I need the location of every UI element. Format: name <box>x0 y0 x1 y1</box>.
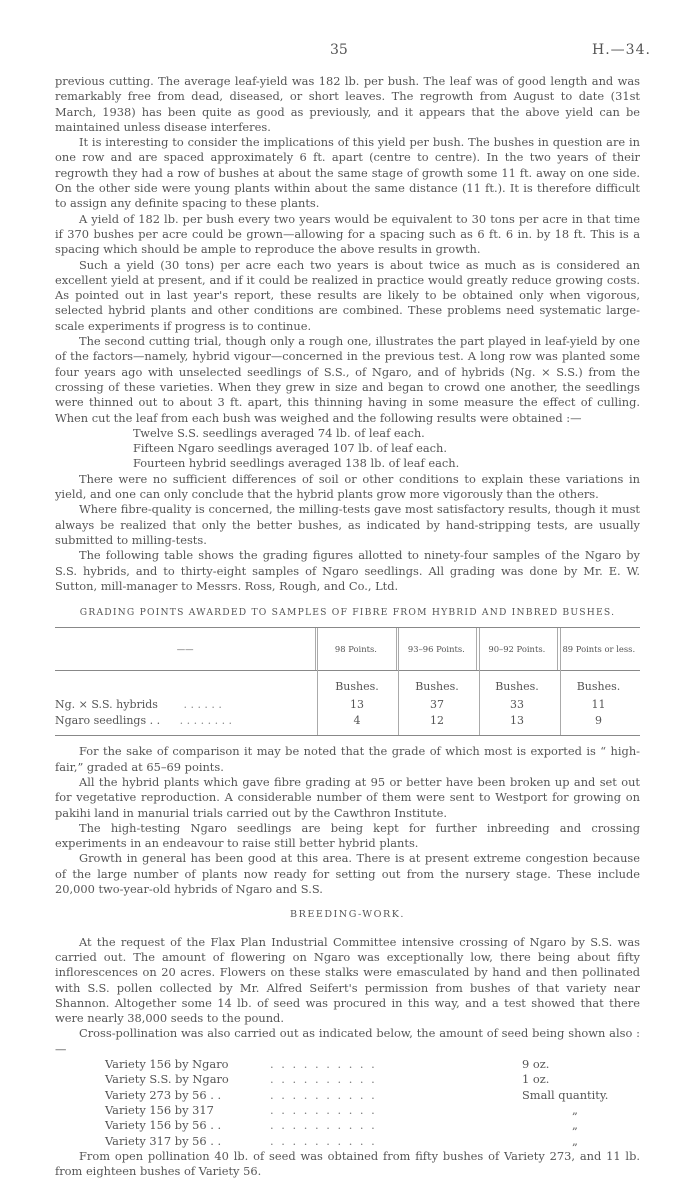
table-cell: 12 <box>430 714 444 728</box>
column-header: 98 Points. <box>315 628 395 670</box>
seed-amount: „ <box>572 1118 578 1133</box>
paragraph: For the sake of comparison it may be noted that the grade of which most is exported is “ high-fair,” graded at 65–69 points. <box>55 744 640 774</box>
unit-label: Bushes. <box>415 680 459 694</box>
table-body <box>55 671 640 735</box>
unit-label: Bushes. <box>335 680 379 694</box>
yield-results <box>133 426 640 472</box>
variety-cross: Variety 156 by 317 <box>105 1102 214 1117</box>
paragraph: The second cutting trial, though only a rough one, illustrates the part played in leaf-yield by one of the factors—namely, hybrid vigour—concerned in the previous test. A long row was planted some four years ago with unselected seedlings of S.S., of Ngaro, and of hybrids (Ng. × S.S.) from the crossing of these varieties. When they grew in size and began to crowd one another, the seedlings were thinned out to about 3 ft. apart, this thinning having in some measure the effect of culling. When cut the leaf from each bush was weighed and the following results were obtained :— <box>55 334 640 425</box>
column-rule <box>398 628 399 735</box>
dot-leader: . . . . . . . . . . <box>270 1072 377 1087</box>
paragraph: previous cutting. The average leaf-yield was 182 lb. per bush. The leaf was of good length and was remarkably free from dead, diseased, or short leaves. The regrowth from August to date (31st March, 1938) has been quite as good as previously, and it appears that the above yield can be maintained unless disease interferes. <box>55 74 640 134</box>
variety-cross: Variety 156 by 56 . . <box>105 1118 222 1133</box>
table-cell: 4 <box>353 714 361 728</box>
seed-amount: „ <box>572 1102 578 1117</box>
unit-label: Bushes. <box>576 680 621 694</box>
paragraph: Such a yield (30 tons) per acre each two years is about twice as much as is considered an excellent yield at present, and if it could be realized in practice would greatly reduce growing costs. As pointed out in last year's report, these results are likely to be obtained only when vigorous, selected hybrid plants and other conditions are combined. These problems need systematic large-scale experiments if progress is to continue. <box>55 257 640 333</box>
paragraph: Where fibre-quality is concerned, the milling-tests gave most satisfactory results, though it must always be realized that only the better bushes, as indicated by hand-stripping tests, are usually submitted to milling-tests. <box>55 502 640 547</box>
column-header: 90–92 Points. <box>476 628 556 670</box>
column-rule <box>317 628 318 735</box>
paragraph: All the hybrid plants which gave fibre grading at 95 or better have been broken up and set out for vegetative reproduction. A considerable number of them were sent to Westport for growing on pakihi land in manurial trials carried out by the Cawthron Institute. <box>55 774 640 820</box>
paragraph: The high-testing Ngaro seedlings are being kept for further inbreeding and crossing experiments in an endeavour to raise still better hybrid plants. <box>55 820 640 851</box>
variety-cross: Variety 273 by 56 . . <box>105 1087 222 1102</box>
row-label-cell <box>55 713 317 729</box>
variety-cross: Variety 317 by 56 . . <box>105 1133 222 1148</box>
list-item <box>105 1134 640 1149</box>
paragraph: At the request of the Flax Plan Industrial Committee intensive crossing of Ngaro by S.S. was carried out. The amount of flowering on Ngaro was exceptionally low, there being about fifty inflorescences on 20 acres. Flowers on these stalks were emasculated by hand and then pollinated with S.S. pollen collected by Mr. Alfred Seifert's permission from bushes of that variety near Shannon. Altogether some 14 lb. of seed was procured in this way, and a test showed that there were nearly 38,000 seeds to the pound. <box>55 934 640 1026</box>
table-cell: 9 <box>595 714 602 728</box>
table-cell: 13 <box>350 698 364 712</box>
paragraph: From open pollination 40 lb. of seed was obtained from fifty bushes of Variety 273, and 11 lb. from eighteen bushes of Variety 56. <box>55 1148 640 1179</box>
unit-row <box>55 671 640 697</box>
paragraph: Cross-pollination was also carried out as indicated below, the amount of seed being shown also :— <box>55 1026 640 1056</box>
dot-leader: . . . . . . . . <box>179 714 233 728</box>
row-label: Ngaro seedlings . . <box>55 714 161 728</box>
list-item <box>105 1057 640 1072</box>
variety-cross: Variety S.S. by Ngaro <box>105 1072 229 1087</box>
dot-leader: . . . . . . . . . . <box>270 1057 377 1072</box>
report-body <box>55 74 640 1179</box>
unit-label: Bushes. <box>495 680 539 694</box>
seed-amount: 9 oz. <box>522 1057 550 1072</box>
table-row <box>55 697 640 713</box>
table-header-row <box>55 628 640 671</box>
dot-leader: . . . . . . <box>183 698 222 712</box>
seed-amount: Small quantity. <box>522 1087 609 1102</box>
table-row <box>55 713 640 729</box>
list-item <box>105 1088 640 1103</box>
list-item <box>105 1118 640 1133</box>
table-cell: 11 <box>591 698 606 712</box>
column-rule <box>560 628 561 735</box>
section-heading: BREEDING-WORK. <box>290 909 405 921</box>
page-number: 35 <box>330 42 348 58</box>
row-label: Ng. × S.S. hybrids <box>55 698 158 712</box>
column-rule <box>479 628 480 735</box>
table-cell: 33 <box>510 698 524 712</box>
yield-result-item: Fifteen Ngaro seedlings averaged 107 lb. of leaf each. <box>133 441 448 456</box>
paragraph: It is interesting to consider the implications of this yield per bush. The bushes in question are in one row and are spaced approximately 6 ft. apart (centre to centre). In the two years of their regrowth they had a row of bushes at about the same stage of growth some 11 ft. away on one side. On the other side were young plants within about the same distance (11 ft.). It is therefore difficult to assign any definite spacing to these plants. <box>55 135 640 211</box>
yield-result-item: Fourteen hybrid seedlings averaged 138 lb. of leaf each. <box>133 456 460 471</box>
column-header: 89 Points or less. <box>557 628 640 670</box>
dot-leader: . . . . . . . . . . <box>270 1133 377 1148</box>
paragraph: The following table shows the grading figures allotted to ninety-four samples of the Ngaro by S.S. hybrids, and to thirty-eight samples of Ngaro seedlings. All grading was done by Mr. E. W. Sutton, mill-manager to Messrs. Ross, Rough, and Co., Ltd. <box>55 548 640 593</box>
grading-table <box>55 627 640 736</box>
seed-amount: „ <box>572 1133 578 1148</box>
table-cell: 13 <box>510 714 524 728</box>
row-label-cell <box>55 697 317 713</box>
table-cell: 37 <box>430 698 444 712</box>
cross-pollination-list <box>105 1057 640 1149</box>
document-reference: H.—34. <box>592 42 651 58</box>
table-title: GRADING POINTS AWARDED TO SAMPLES OF FIBRE FROM HYBRID AND INBRED BUSHES. <box>79 607 616 619</box>
paragraph: A yield of 182 lb. per bush every two years would be equivalent to 30 tons per acre in that time if 370 bushes per acre could be grown—allowing for a spacing such as 6 ft. 6 in. by 18 ft. This is a spacing which should be ample to reproduce the above results in growth. <box>55 211 640 257</box>
dot-leader: . . . . . . . . . . <box>270 1087 377 1102</box>
list-item <box>105 1072 640 1087</box>
column-header: 93–96 Points. <box>396 628 476 670</box>
stub-heading: —— <box>176 643 194 654</box>
dot-leader: . . . . . . . . . . <box>270 1118 377 1133</box>
paragraph: Growth in general has been good at this area. There is at present extreme congestion because of the large number of plants now ready for setting out from the nursery stage. These include 20,000 two-year-old hybrids of Ngaro and S.S. <box>55 851 640 897</box>
seed-amount: 1 oz. <box>522 1072 550 1087</box>
list-item <box>105 1103 640 1118</box>
paragraph: There were no sufficient differences of soil or other conditions to explain these variations in yield, and one can only conclude that the hybrid plants grow more vigorously than the others. <box>55 471 640 502</box>
dot-leader: . . . . . . . . . . <box>270 1102 377 1117</box>
yield-result-item: Twelve S.S. seedlings averaged 74 lb. of leaf each. <box>133 425 425 440</box>
variety-cross: Variety 156 by Ngaro <box>105 1057 229 1072</box>
